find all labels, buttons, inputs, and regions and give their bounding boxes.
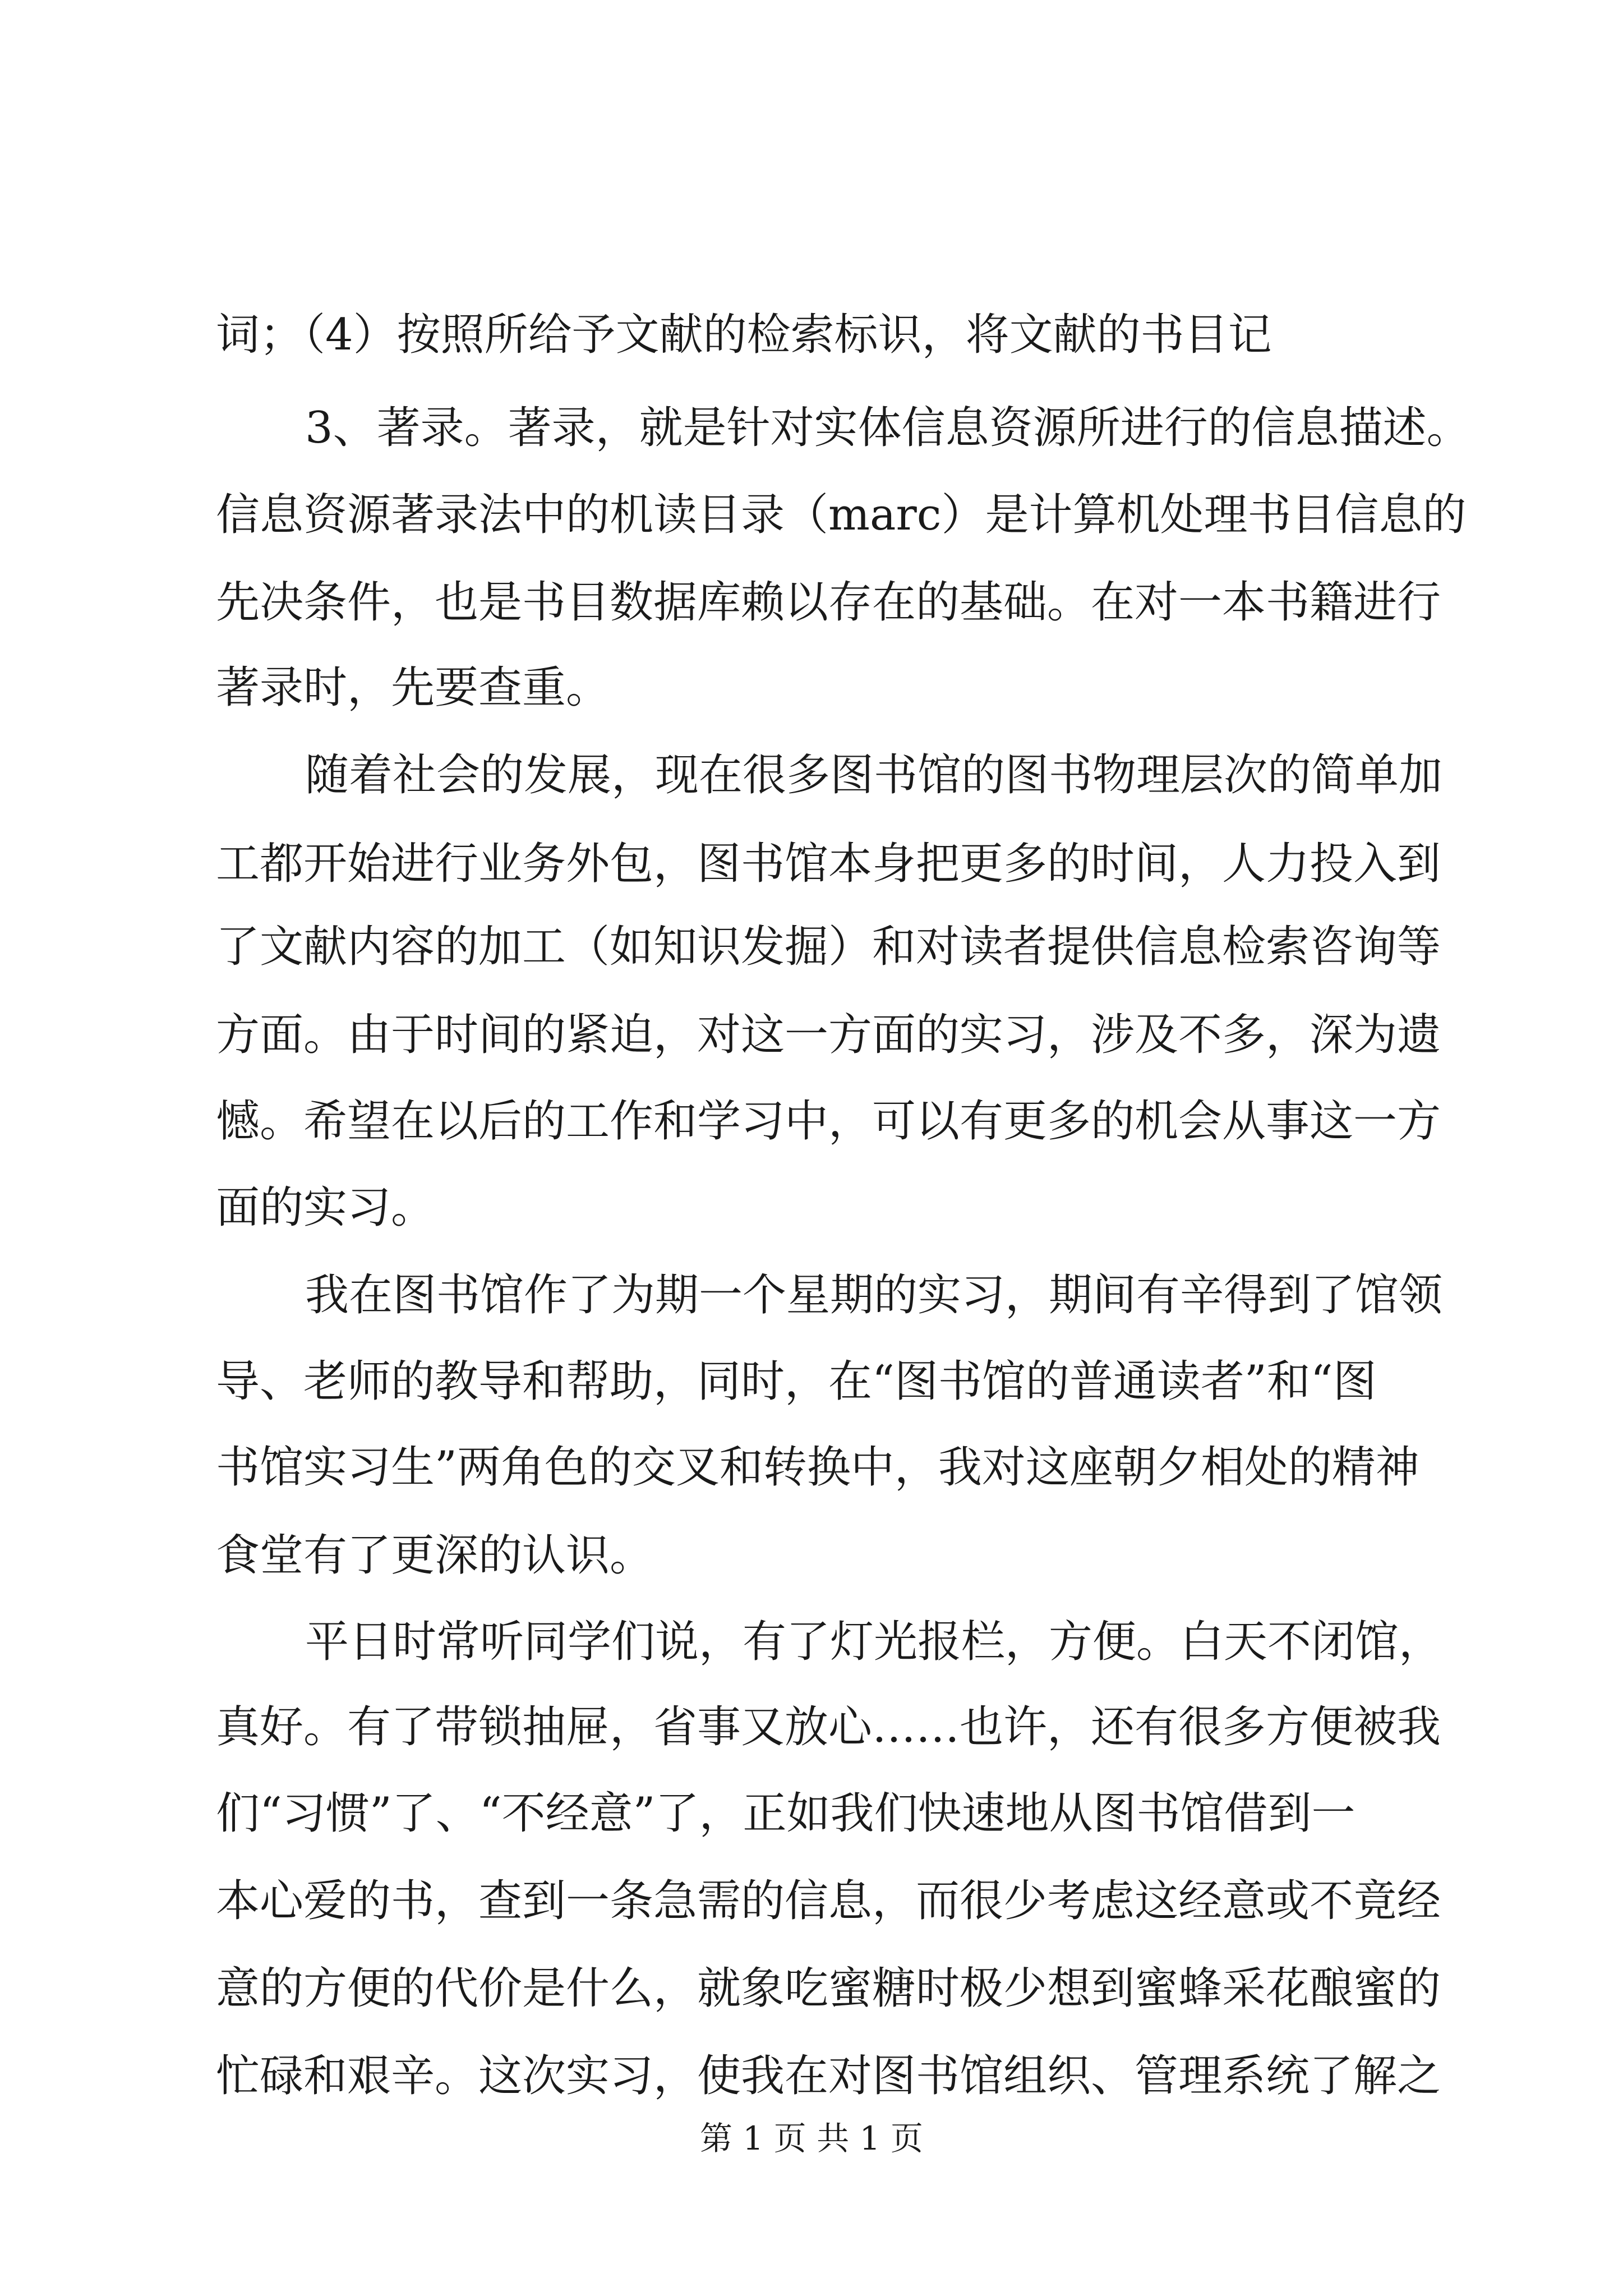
text-line: 著录时，先要查重。 [216,662,610,713]
text-line: 方面。由于时间的紧迫，对这一方面的实习，涉及不多，深为遗 [216,1010,1441,1060]
text-line: 先决条件，也是书目数据库赖以存在的基础。在对一本书籍进行 [216,577,1441,628]
text-line: 信息资源著录法中的机读目录（marc）是计算机处理书目信息的 [216,490,1467,540]
text-line: 憾。希望在以后的工作和学习中，可以有更多的机会从事这一方 [216,1096,1441,1147]
text-line: 词；（4）按照所给予文献的检索标识，将文献的书目记 [216,310,1272,360]
text-line: 真好。有了带锁抽屉，省事又放心……也许，还有很多方便被我 [216,1702,1441,1752]
text-line: 导、老师的教导和帮助，同时，在“图书馆的普通读者”和“图 [216,1356,1377,1407]
text-line: 意的方便的代价是什么，就象吃蜜糖时极少想到蜜蜂采花酿蜜的 [216,1963,1441,2014]
text-line: 面的实习。 [216,1182,435,1233]
text-line: 我在图书馆作了为期一个星期的实习，期间有辛得到了馆领 [305,1270,1443,1320]
text-line: 书馆实习生”两角色的交叉和转换中，我对这座朝夕相处的精神 [216,1442,1419,1493]
text-line: 本心爱的书，查到一条急需的信息，而很少考虑这经意或不竟经 [216,1876,1441,1926]
text-line: 随着社会的发展，现在很多图书馆的图书物理层次的简单加 [305,750,1443,800]
text-line: 食堂有了更深的认识。 [216,1530,654,1581]
text-line: 了文献内容的加工（如知识发掘）和对读者提供信息检索咨询等 [216,922,1441,972]
text-line: 忙碌和艰辛。这次实习，使我在对图书馆组织、管理系统了解之 [216,2051,1441,2101]
page-footer: 第 1 页 共 1 页 [700,2119,923,2157]
text-line: 们“习惯”了、“不经意”了，正如我们快速地从图书馆借到一 [216,1788,1355,1839]
text-line: 平日时常听同学们说，有了灯光报栏，方便。白天不闭馆， [305,1617,1443,1667]
text-line: 工都开始进行业务外包，图书馆本身把更多的时间，人力投入到 [216,839,1441,889]
text-line: 3、著录。著录，就是针对实体信息资源所进行的信息描述。 [305,403,1470,453]
